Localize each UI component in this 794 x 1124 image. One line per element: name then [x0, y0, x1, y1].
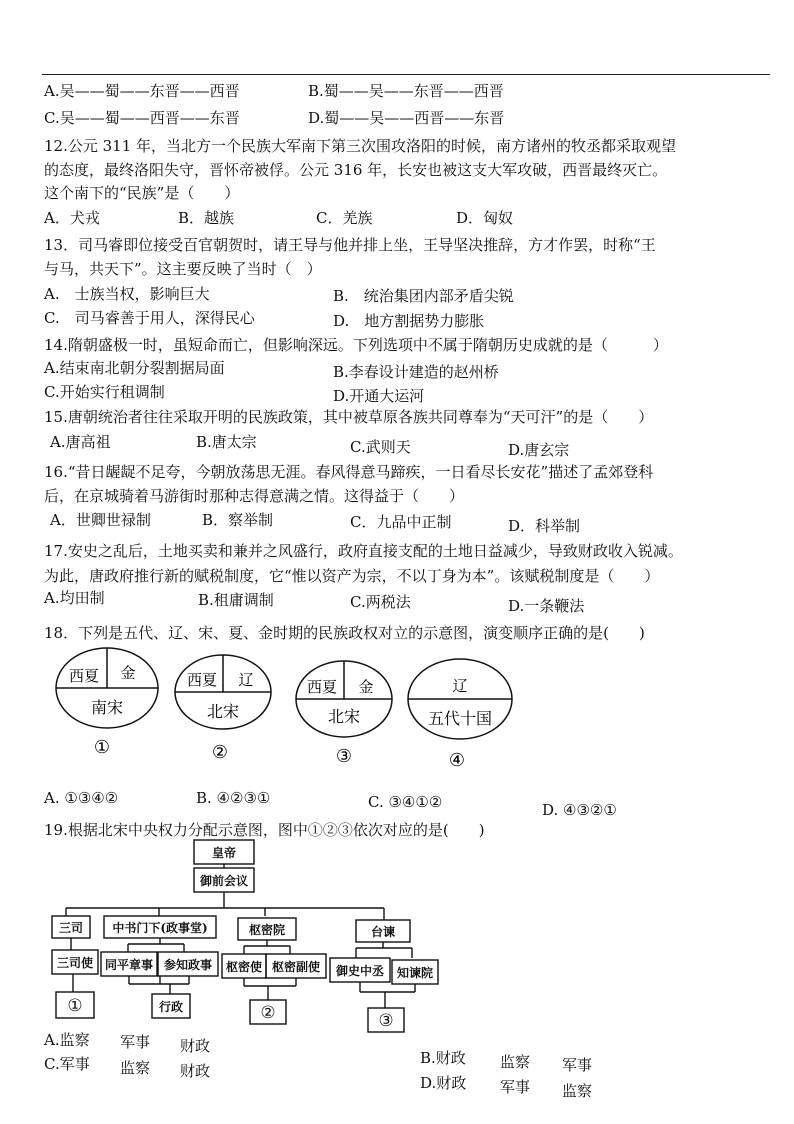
q19-sansi-box: 三司 [58, 921, 84, 935]
q12-option-d[interactable]: D．匈奴 [456, 209, 514, 227]
q19-zhongshu-box: 中书门下(政事堂) [112, 921, 208, 935]
q13-stem-line2: 与马，共天下”。这主要反映了当时（ ） [44, 260, 322, 278]
q19-org-chart [0, 830, 794, 1040]
q14-option-d[interactable]: D.开通大运河 [333, 387, 425, 405]
q18-d1-number: ① [93, 737, 111, 758]
q17-option-d[interactable]: D.一条鞭法 [508, 597, 585, 615]
q16-option-b[interactable]: B．察举制 [202, 511, 274, 529]
q19-canzhi-box: 参知政事 [163, 958, 213, 972]
q12-option-b[interactable]: B．越族 [178, 209, 235, 227]
q18-option-c[interactable]: C. ③④①② [368, 793, 443, 811]
q12-option-c[interactable]: C．羌族 [316, 209, 373, 227]
q18-diagram-2 [175, 655, 271, 763]
q19-council-box: 御前会议 [199, 874, 249, 888]
q19-option-a-3: 财政 [180, 1037, 211, 1055]
q19-option-d-1[interactable]: D.财政 [420, 1074, 467, 1092]
q19-option-b-1[interactable]: B.财政 [420, 1049, 466, 1067]
q19-shumi-box: 枢密院 [248, 923, 286, 937]
q18-option-d[interactable]: D. ④③②① [542, 801, 617, 819]
q16-stem-line2: 后，在京城骑着马游街时那种志得意满之情。这得益于（ ） [44, 487, 465, 505]
q18-d1-top-right: 金 [120, 664, 136, 682]
q13-option-d[interactable]: D. 地方割据势力膨胀 [333, 312, 485, 330]
q19-option-a-2: 军事 [120, 1033, 151, 1051]
q19-tongping-box: 同平章事 [104, 958, 154, 972]
q18-d3-bottom: 北宋 [327, 707, 361, 726]
q19-stem: 19.根据北宋中央权力分配示意图，图中①②③依次对应的是( ) [44, 821, 485, 839]
q11-option-d[interactable]: D.蜀——吴——西晋——东晋 [308, 109, 505, 127]
q18-option-a[interactable]: A. ①③④② [44, 789, 119, 807]
q18-d3-top-right: 金 [358, 678, 374, 696]
q19-emperor-box: 皇帝 [211, 846, 237, 860]
q18-option-b[interactable]: B. ④②③① [196, 789, 271, 807]
q16-option-c[interactable]: C．九品中正制 [350, 513, 452, 531]
q16-option-d[interactable]: D．科举制 [508, 517, 581, 535]
q17-stem-line2: 为此，唐政府推行新的赋税制度，它“惟以资产为宗，不以丁身为本”。该赋税制度是（ ） [44, 567, 660, 585]
q19-xingzheng-box: 行政 [158, 1000, 184, 1014]
q11-option-b[interactable]: B.蜀——吴——东晋——西晋 [308, 82, 504, 100]
q18-d2-number: ② [211, 742, 229, 763]
q19-option-c-3: 财政 [180, 1062, 211, 1080]
q15-option-c[interactable]: C.武则天 [350, 438, 411, 456]
q11-option-a[interactable]: A.吴——蜀——东晋——西晋 [44, 82, 240, 100]
q14-stem: 14.隋朝盛极一时，虽短命而亡，但影响深远。下列选项中不属于隋朝历史成就的是（ ） [44, 336, 668, 354]
q18-d4-number: ④ [448, 750, 466, 771]
q19-blank-2: ② [260, 1003, 276, 1023]
q14-option-a[interactable]: A.结束南北朝分裂割据局面 [44, 359, 225, 377]
q12-stem-line2: 的态度，最终洛阳失守，晋怀帝被俘。公元 316 年，长安也被这支大军攻破，西晋最终灭亡。 [44, 161, 668, 179]
q15-option-b[interactable]: B.唐太宗 [196, 433, 257, 451]
q19-sansishi-box: 三司使 [56, 956, 94, 970]
q18-d1-top-left: 西夏 [68, 667, 100, 685]
q18-d2-top-left: 西夏 [186, 671, 218, 689]
q18-diagrams [0, 640, 794, 775]
q12-stem-line1: 12.公元 311 年，当北方一个民族大军南下第三次围攻洛阳的时候，南方诸州的牧丞都采取观望 [44, 137, 677, 155]
header-rule [42, 74, 770, 75]
q11-option-c[interactable]: C.吴——蜀——西晋——东晋 [44, 109, 240, 127]
q13-stem-line1: 13．司马睿即位接受百官朝贺时，请王导与他并排上坐，王导坚决推辞，方才作罢，时称“王 [44, 236, 656, 254]
q15-option-a[interactable]: A.唐高祖 [50, 433, 111, 451]
q17-option-a[interactable]: A.均田制 [44, 589, 105, 607]
q18-d1-bottom: 南宋 [90, 698, 124, 717]
q19-option-d-3: 监察 [562, 1082, 593, 1100]
q17-option-b[interactable]: B.租庸调制 [198, 591, 274, 609]
q19-option-d-2: 军事 [500, 1078, 531, 1096]
q17-stem-line1: 17.安史之乱后，土地买卖和兼并之风盛行，政府直接支配的土地日益减少，导致财政收入锐减。 [44, 542, 683, 560]
q18-d2-top-right: 辽 [238, 671, 254, 689]
q19-blank-1: ① [67, 996, 83, 1016]
q16-option-a[interactable]: A．世卿世禄制 [50, 511, 151, 529]
q18-diagram-3 [296, 661, 392, 767]
q15-option-d[interactable]: D.唐玄宗 [508, 441, 570, 459]
q12-stem-line3: 这个南下的“民族”是（ ） [44, 184, 240, 202]
q18-d2-bottom: 北宋 [206, 702, 240, 721]
q16-stem-line1: 16.“昔日龌龊不足夸，今朝放荡思无涯。春风得意马蹄疾，一日看尽长安花”描述了孟郊登科 [44, 463, 654, 481]
q19-taijian-box: 台谏 [370, 925, 396, 939]
q19-option-c-1[interactable]: C.军事 [44, 1055, 90, 1073]
q18-d4-bottom: 五代十国 [427, 709, 493, 728]
q13-option-b[interactable]: B. 统治集团内部矛盾尖锐 [333, 287, 514, 305]
q18-stem: 18．下列是五代、辽、宋、夏、金时期的民族政权对立的示意图，演变顺序正确的是( ) [44, 624, 645, 642]
q13-option-c[interactable]: C. 司马睿善于用人，深得民心 [44, 309, 255, 327]
q19-blank-3: ③ [378, 1011, 394, 1031]
q15-stem: 15.唐朝统治者往往采取开明的民族政策，其中被草原各族共同尊奉为“天可汗”的是（ ） [44, 408, 654, 426]
q19-yushi-box: 御史中丞 [335, 964, 385, 978]
q19-option-a-1[interactable]: A.监察 [44, 1031, 90, 1049]
q12-option-a[interactable]: A．犬戎 [44, 209, 100, 227]
q13-option-a[interactable]: A. 士族当权，影响巨大 [44, 285, 210, 303]
q17-option-c[interactable]: C.两税法 [350, 593, 411, 611]
q18-diagram-4 [408, 659, 512, 771]
q19-option-b-3: 军事 [562, 1056, 593, 1074]
q18-d3-top-left: 西夏 [306, 678, 338, 696]
q19-option-b-2: 监察 [500, 1053, 531, 1071]
q18-diagram-1 [56, 648, 158, 758]
q18-d4-top: 辽 [452, 677, 468, 695]
q18-d3-number: ③ [335, 746, 353, 767]
q19-shumishi-box: 枢密使 [225, 960, 263, 974]
q19-shumifu-box: 枢密副使 [271, 960, 321, 974]
q14-option-c[interactable]: C.开始实行租调制 [44, 383, 165, 401]
q19-zhijian-box: 知谏院 [396, 966, 434, 980]
q19-option-c-2: 监察 [120, 1059, 151, 1077]
q14-option-b[interactable]: B.李春设计建造的赵州桥 [333, 363, 499, 381]
